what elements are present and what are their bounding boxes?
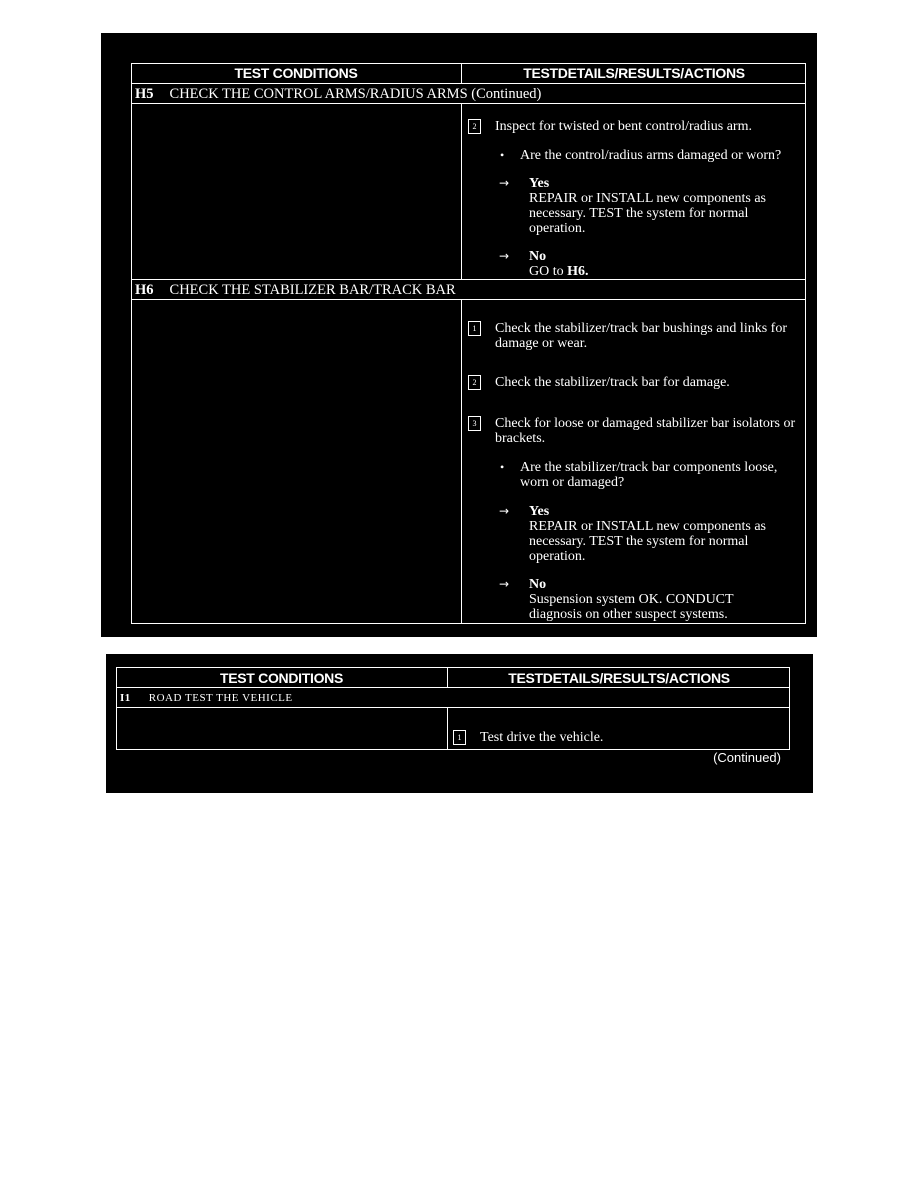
section-code: H6 <box>135 282 154 298</box>
result-action-ref: H6. <box>567 264 589 279</box>
question-text: Are the stabilizer/track bar components loose, worn or damaged? <box>520 460 778 490</box>
question-text: Are the control/radius arms damaged or worn? <box>520 148 782 163</box>
result-label: Yes <box>529 176 550 191</box>
result-label: Yes <box>529 504 550 519</box>
procedure-panel-i1 <box>106 654 813 793</box>
section-code: I1 <box>120 692 131 704</box>
bullet-icon: • <box>500 148 505 162</box>
section-title-h5 <box>135 86 541 103</box>
row-divider <box>131 103 806 104</box>
right-arrow-icon: → <box>499 249 510 263</box>
result-action: REPAIR or INSTALL new components as necessary. TEST the system for normal operation. <box>529 519 766 564</box>
step-number-box: 2 <box>468 375 481 390</box>
step-number-box: 1 <box>453 730 466 745</box>
bullet-icon: • <box>500 460 505 474</box>
question-item <box>500 148 800 163</box>
header-test-conditions: TEST CONDITIONS <box>219 670 344 686</box>
right-arrow-icon: → <box>499 504 510 518</box>
row-divider <box>131 279 806 280</box>
header-test-conditions: TEST CONDITIONS <box>234 65 358 81</box>
result-action <box>529 264 789 279</box>
step-text: Test drive the vehicle. <box>480 730 604 745</box>
row-divider <box>116 687 790 688</box>
result-yes <box>499 176 789 236</box>
header-test-details: TESTDETAILS/RESULTS/ACTIONS <box>523 65 745 81</box>
result-label: No <box>529 249 547 264</box>
row-divider <box>131 299 806 300</box>
continued-note: (Continued) <box>713 750 781 765</box>
right-arrow-icon: → <box>499 176 510 190</box>
column-divider <box>461 300 462 624</box>
column-divider <box>447 708 448 750</box>
row-divider <box>131 83 806 84</box>
result-action: Suspension system OK. CONDUCT diagnosis on other suspect systems. <box>529 592 734 622</box>
section-code: H5 <box>135 86 154 102</box>
result-no <box>499 577 789 622</box>
section-title-text: ROAD TEST THE VEHICLE <box>148 692 293 704</box>
row-divider <box>116 707 790 708</box>
procedure-panel-h5-h6 <box>101 33 817 637</box>
result-action-text: GO to <box>529 264 568 279</box>
step-text: Check for loose or damaged stabilizer bar isolators or brackets. <box>495 416 796 446</box>
section-title-text: CHECK THE STABILIZER BAR/TRACK BAR <box>169 282 456 298</box>
section-title-h6 <box>135 282 456 299</box>
section-title-text: CHECK THE CONTROL ARMS/RADIUS ARMS (Continued) <box>169 86 542 102</box>
result-no <box>499 249 789 279</box>
header-test-details: TESTDETAILS/RESULTS/ACTIONS <box>508 670 730 686</box>
result-action: REPAIR or INSTALL new components as necessary. TEST the system for normal operation. <box>529 191 766 236</box>
step-text: Check the stabilizer/track bar bushings and links for damage or wear. <box>495 321 787 351</box>
step-number-box: 1 <box>468 321 481 336</box>
question-item <box>500 460 800 490</box>
column-divider <box>461 103 462 279</box>
step-number-box: 2 <box>468 119 481 134</box>
section-title-i1 <box>120 692 293 704</box>
step-text: Inspect for twisted or bent control/radius arm. <box>495 119 752 134</box>
result-yes <box>499 504 789 564</box>
right-arrow-icon: → <box>499 577 510 591</box>
step-number-box: 3 <box>468 416 481 431</box>
step-text: Check the stabilizer/track bar for damage. <box>495 375 730 390</box>
result-label: No <box>529 577 547 592</box>
